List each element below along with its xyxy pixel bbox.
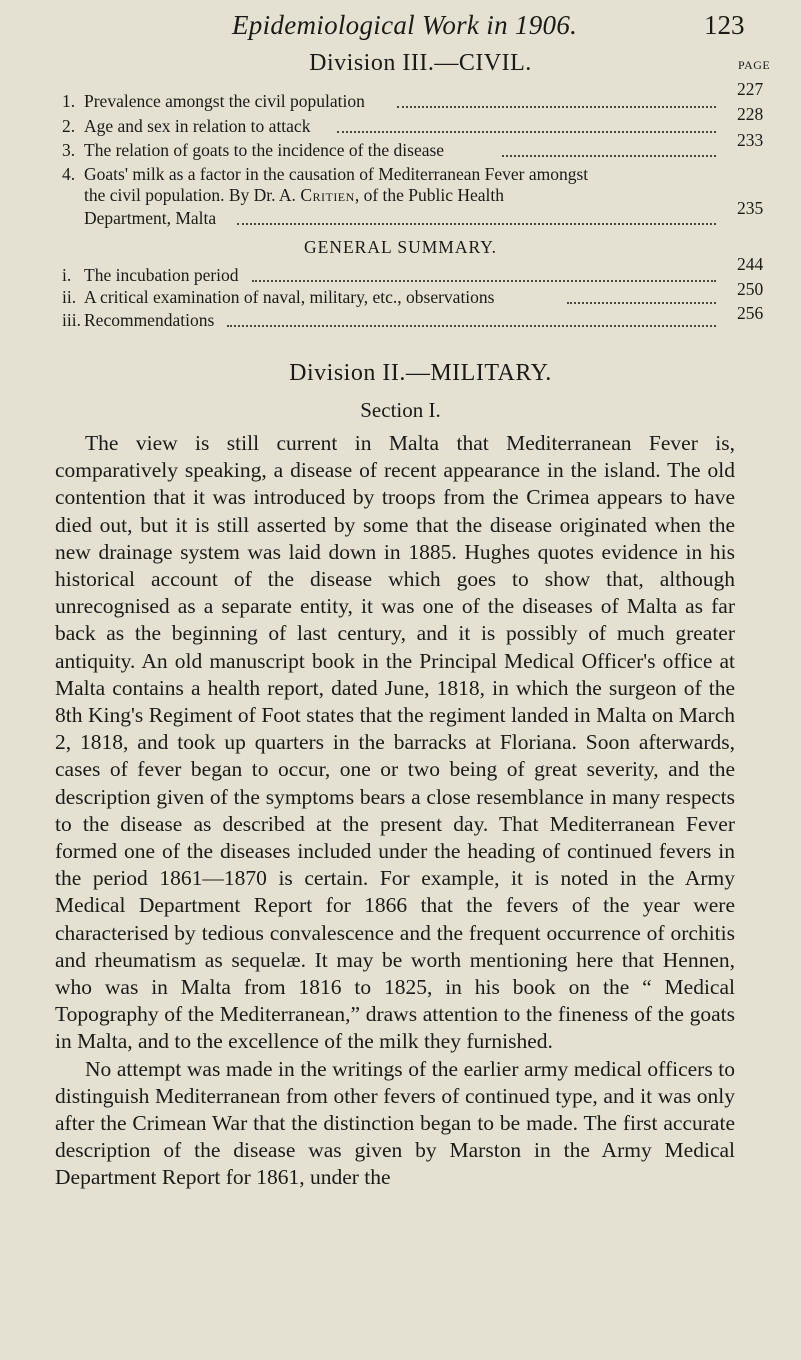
leader-dots [567, 292, 716, 304]
leader-dots [337, 121, 716, 133]
toc-entry-text: , of the Public Health [354, 185, 505, 205]
toc-entry-number: iii. [62, 310, 81, 330]
toc-entry-text: Prevalence amongst the civil population [84, 91, 365, 111]
toc-entry-number: 4. [62, 164, 76, 184]
author-name: Critien [300, 185, 355, 205]
toc-entry-text: A critical examination of naval, military, etc., observations [84, 287, 495, 307]
toc-entry-page: 244 [737, 254, 764, 274]
leader-dots [397, 96, 716, 108]
paragraph: The view is still current in Malta that Mediterranean Fever is, comparatively speaking, a disease of recent appearance in the island. The old contention that it was introduced by troops from the Crimea appears to have died out, but it is still asserted by some that the disease originated when the new drainage system was laid down in 1885. Hughes quotes evidence in his historical account of the disease which goes to show that, although unrecognised as a separate entity, it was one of the diseases of Malta as far back as the beginning of last century, and it is possibly of much greater antiquity. An old manuscript book in the Principal Medical Officer's office at Malta contains a health report, dated June, 1818, in which the surgeon of the 8th King's Regiment of Foot states that the regiment landed in Malta on March 2, 1818, and took up quarters in the barracks at Floriana. Soon afterwards, cases of fever began to occur, one or two being of great severity, and the description given of the symptoms bears a close resemblance in many respects to the disease as described at the present day. That Mediterranean Fever formed one of the diseases included under the heading of continued fevers in the period 1861—1870 is certain. For example, it is noted in the Army Medical Department Report for 1866 that the fevers of the year were characterised by tedious convalescence and the frequent occurrence of orchitis and rheumatism as sequelæ. It may be worth mentioning here that Hennen, who was in Malta from 1816 to 1825, in his book on the “ Medical Topography of the Mediterranean,” draws attention to the fineness of the goats in Malta, and to the excellence of the milk they furnished. [55, 431, 735, 1054]
toc-entry-number: ii. [62, 287, 77, 307]
running-head [0, 10, 801, 46]
division-iii-heading: Division III.—CIVIL. [309, 50, 532, 76]
general-summary-heading: GENERAL SUMMARY. [304, 237, 497, 257]
toc-entry-text: Recommendations [84, 310, 215, 330]
division-ii-heading: Division II.—MILITARY. [289, 360, 552, 386]
leader-dots [502, 145, 716, 157]
section-heading: Section I. [360, 398, 441, 422]
page-number: 123 [704, 10, 745, 40]
toc-entry-number: 2. [62, 116, 76, 136]
running-head-title: Epidemiological Work in 1906. [232, 10, 578, 40]
toc-entry-continuation [84, 185, 504, 206]
toc-entry-page: 235 [737, 198, 764, 218]
paragraph: No attempt was made in the writings of the earlier army medical officers to distinguish Mediterranean from other fevers of continued type, and it was only after the Crimean War that the distinction began to be made. The first accurate description of the disease was given by Marston in the Army Medical Department Report for 1861, under the [55, 1056, 735, 1190]
toc-entry-number: i. [62, 265, 72, 285]
body-text [55, 430, 735, 1192]
toc-entry-page: 256 [737, 303, 764, 323]
leader-dots [252, 270, 716, 282]
toc-entry-number: 1. [62, 91, 76, 111]
toc-entry-text: Department, Malta [84, 208, 217, 228]
page-column-label: PAGE [738, 58, 771, 72]
toc-entry-page: 227 [737, 79, 764, 99]
toc-entry-text: Goats' milk as a factor in the causation of Mediterranean Fever amongst [84, 164, 589, 184]
toc-entry-page: 250 [737, 279, 764, 299]
toc-entry-page: 228 [737, 104, 764, 124]
toc-entry-text: The incubation period [84, 265, 239, 285]
toc-entry-number: 3. [62, 140, 76, 160]
toc-entry-text: Age and sex in relation to attack [84, 116, 311, 136]
leader-dots [237, 213, 716, 225]
toc-entry-text: the civil population. By Dr. A. [84, 185, 301, 205]
leader-dots [227, 315, 716, 327]
toc-entry-text: The relation of goats to the incidence of the disease [84, 140, 445, 160]
toc-entry-page: 233 [737, 130, 764, 150]
